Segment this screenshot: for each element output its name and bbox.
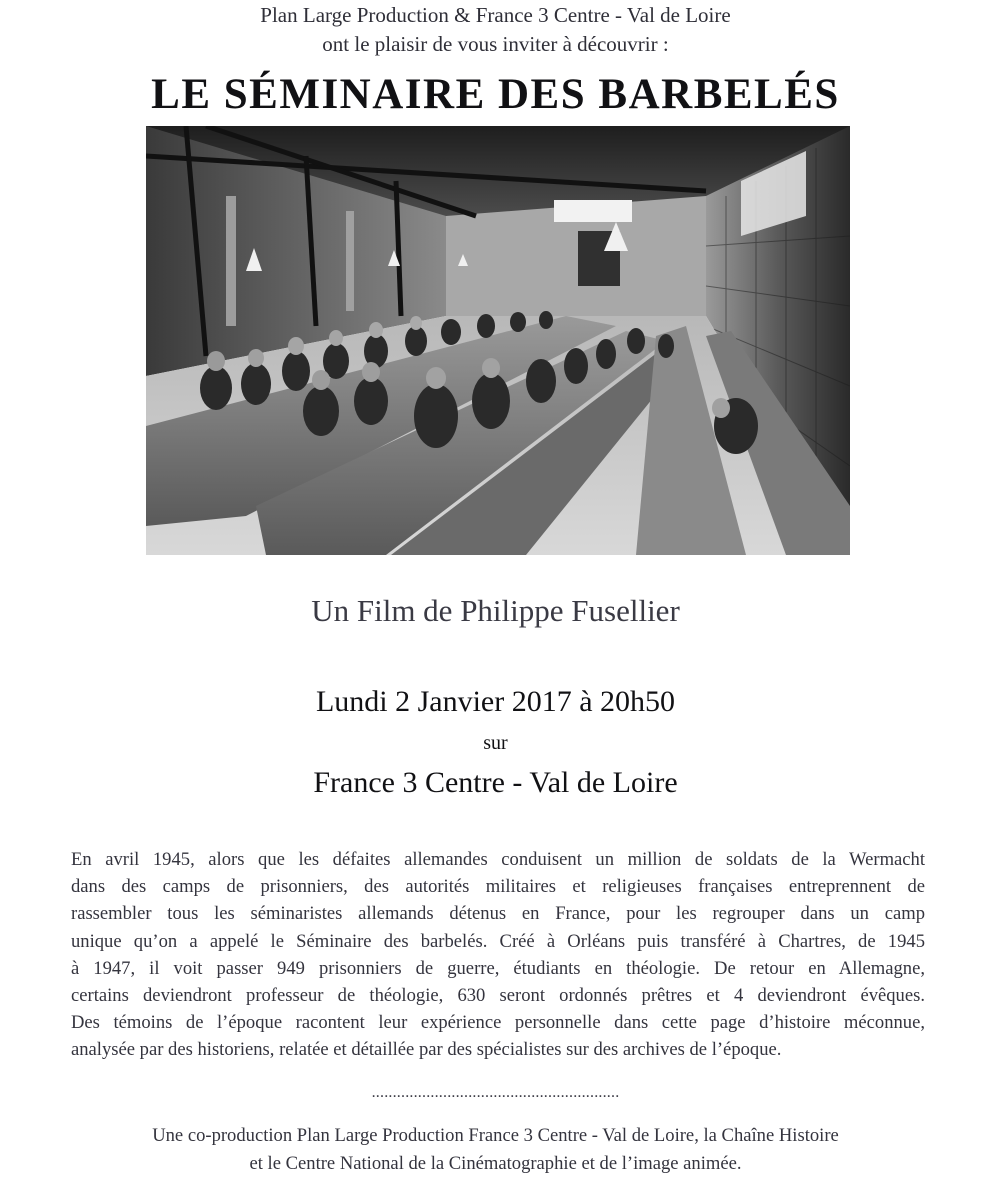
synopsis-paragraph [71, 846, 925, 1064]
archive-photo [146, 126, 850, 555]
coproduction-credits [0, 1122, 991, 1178]
film-director-credit: Un Film de Philippe Fusellier [311, 593, 680, 628]
synopsis-line: unique qu’on a appelé le Séminaire des barbelés. Créé à Orléans puis transféré à Chartres, de 1945 [71, 930, 925, 952]
coproduction-line: Une co-production Plan Large Production France 3 Centre - Val de Loire, la Chaîne Histoire [152, 1125, 839, 1146]
broadcast-date: Lundi 2 Janvier 2017 à 20h50 [315, 685, 676, 718]
synopsis-line: analysée par des historiens, relatée et détaillée par des spécialistes sur des archives de l’époque. [71, 1039, 782, 1061]
film-title: LE SÉMINAIRE DES BARBELÉS [151, 71, 840, 118]
synopsis-line: dans des camps de prisonniers, des autorités militaires et religieuses françaises entreprennent de [71, 876, 925, 898]
invite-line-producers: Plan Large Production & France 3 Centre - Val de Loire [260, 3, 731, 27]
synopsis-line: à 1947, il voit passer 949 prisonniers de guerre, étudiants en théologie. De retour en Allemagne, [71, 957, 925, 979]
synopsis-line: rassembler tous les séminaristes allemands détenus en France, pour les regrouper dans un camp [71, 903, 925, 925]
synopsis-line: Des témoins de l’époque racontent leur expérience personnelle dans cette page d’histoire méconnue, [71, 1012, 925, 1034]
synopsis-line: En avril 1945, alors que les défaites allemandes conduisent un million de soldats de la Wermacht [71, 849, 925, 870]
broadcast-connector: sur [483, 732, 508, 754]
broadcast-channel: France 3 Centre - Val de Loire [313, 766, 678, 799]
invite-line-invitation: ont le plaisir de vous inviter à découvrir : [322, 32, 669, 56]
synopsis-line: certains deviendront professeur de théologie, 630 seront ordonnés prêtres et 4 deviendront évêques. [71, 985, 925, 1007]
dotted-separator: ........................................................... [371, 1084, 620, 1101]
archive-photo-seminarians-at-tables-icon [146, 126, 850, 555]
coproduction-line: et le Centre National de la Cinématographie et de l’image animée. [249, 1153, 742, 1174]
